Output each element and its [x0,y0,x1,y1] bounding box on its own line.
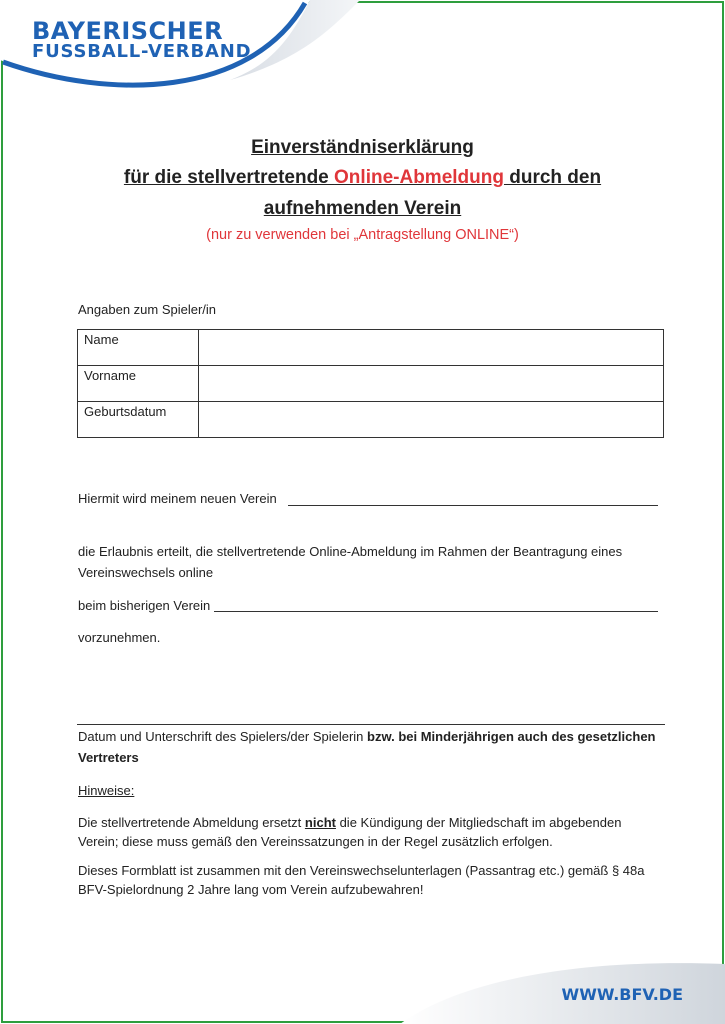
website-link[interactable]: WWW.BFV.DE [561,985,683,1004]
new-club-field[interactable] [288,505,658,506]
table-row [78,330,664,366]
signature-caption-bold: bzw. bei Minderjährigen auch des gesetzlichen [367,729,656,744]
table-row [78,402,664,438]
signature-caption [78,729,656,744]
firstname-field[interactable] [199,366,664,402]
firstname-label: Vorname [78,366,199,402]
title-line2-post: durch den [503,167,602,188]
perform-text: vorzunehmen. [78,630,161,645]
note-1-emphasis: nicht [304,815,336,830]
footer-swoosh [0,934,725,1024]
permission-text-line1: die Erlaubnis erteilt, die stellvertretende Online-Abmeldung im Rahmen der Beantragung eines [78,544,623,559]
note-1-pre: Die stellvertretende Abmeldung ersetzt [78,815,305,830]
document-title-line3 [0,198,725,220]
note-1-post: die Kündigung der Mitgliedschaft im abgebenden [335,815,622,830]
name-label: Name [78,330,199,366]
note-1-line2: Verein; diese muss gemäß den Vereinssatzungen in der Regel zusätzlich erfolgen. [78,834,553,849]
permission-text-line2: Vereinswechsels online [78,565,214,580]
logo-text-line2: FUSSBALL-VERBAND [32,41,252,62]
document-title-line2 [0,167,725,189]
new-club-label: Hiermit wird meinem neuen Verein [78,491,277,506]
notes-heading: Hinweise: [78,783,135,798]
signature-caption-line2: Vertreters [78,750,139,765]
signature-line[interactable] [77,724,665,725]
signature-caption-text: Datum und Unterschrift des Spielers/der Spielerin [78,729,368,744]
title-line2-highlight: Online-Abmeldung [334,167,504,188]
title-line3: aufnehmenden Verein [263,198,462,219]
title-line1: Einverständniserklärung [251,137,474,158]
old-club-label: beim bisherigen Verein [78,598,211,613]
document-title [0,137,725,159]
note-1-line1 [78,815,621,830]
player-heading: Angaben zum Spieler/in [78,302,217,317]
note-2-line2: BFV-Spielordnung 2 Jahre lang vom Verein aufzubewahren! [78,882,424,897]
document-subtitle: (nur zu verwenden bei „Antragstellung ONLINE“) [206,227,519,243]
table-row [78,366,664,402]
player-table [77,329,664,438]
title-line2-pre: für die stellvertretende [123,167,335,188]
birthdate-label: Geburtsdatum [78,402,199,438]
name-field[interactable] [199,330,664,366]
birthdate-field[interactable] [199,402,664,438]
note-2-line1: Dieses Formblatt ist zusammen mit den Vereinswechselunterlagen (Passantrag etc.) gemäß § 48a [78,863,645,878]
logo-text-line1: BAYERISCHER [32,17,224,45]
old-club-field[interactable] [214,611,658,612]
